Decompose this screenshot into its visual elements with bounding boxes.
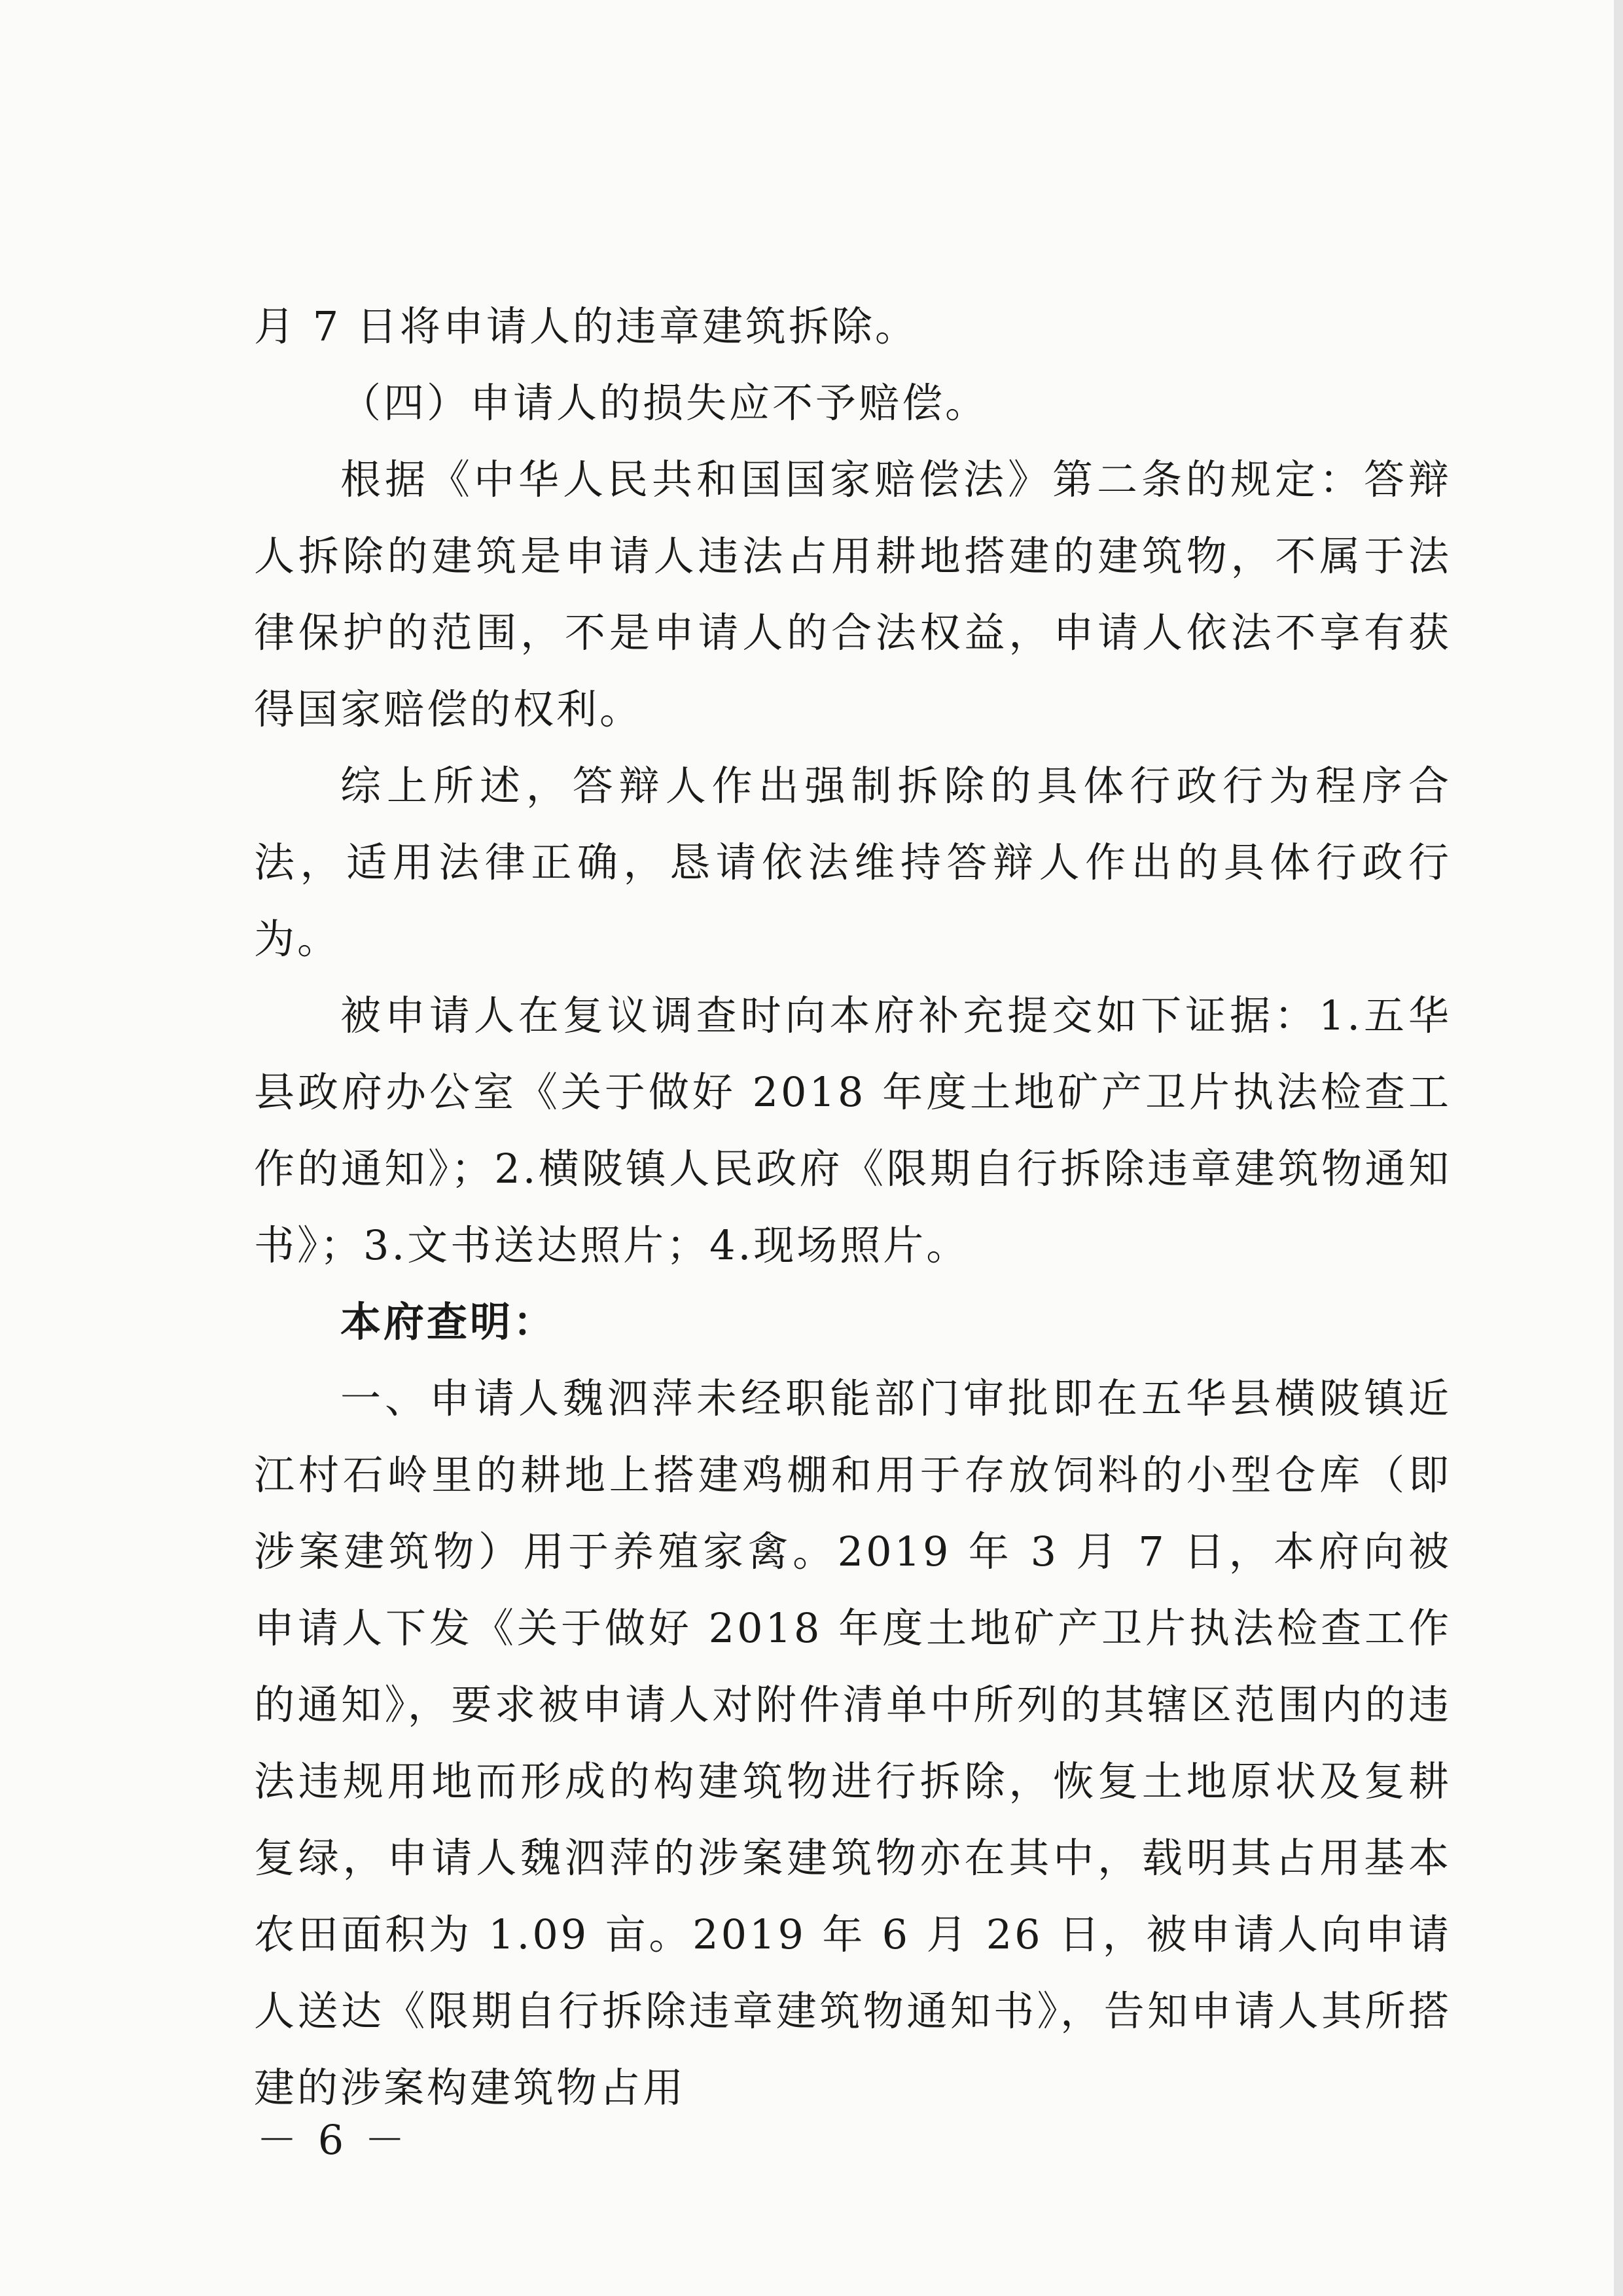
page-number: － 6 －	[257, 2116, 409, 2164]
document-body	[254, 288, 1452, 2126]
scan-edge	[1614, 0, 1623, 2296]
paragraph-conclusion: 综上所述，答辩人作出强制拆除的具体行政行为程序合法，适用法律正确，恳请依法维持答辩人作出的具体行政行为。	[254, 762, 1452, 963]
paragraph-continuation: 月 7 日将申请人的违章建筑拆除。	[254, 302, 918, 350]
paragraph-findings-heading: 本府查明：	[340, 1298, 557, 1346]
paragraph-finding-one: 一、申请人魏泗萍未经职能部门审批即在五华县横陂镇近江村石岭里的耕地上搭建鸡棚和用于存放饲料的小型仓库（即涉案建筑物）用于养殖家禽。2019 年 3 月 7 日，本府向被申请人下发《关于做好 2018 年度土地矿产卫片执法检查工作的通知》，要求被申请人对附件清单中所列的其辖区范围内的违法违规用地而形成的构建筑物进行拆除，恢复土地原状及复耕复绿，申请人魏泗萍的涉案建筑物亦在其中，载明其占用基本农田面积为 1.09 亩。2019 年 6 月 26 日，被申请人向申请人送达《限期自行拆除违章建筑物通知书》，告知申请人其所搭建的涉案构建筑物占用	[254, 1374, 1452, 2111]
paragraph-evidence-list: 被申请人在复议调查时向本府补充提交如下证据：1.五华县政府办公室《关于做好 2018 年度土地矿产卫片执法检查工作的通知》；2.横陂镇人民政府《限期自行拆除违章建筑物通知书》；3.文书送达照片；4.现场照片。	[254, 992, 1452, 1269]
paragraph-section-four-heading: （四）申请人的损失应不予赔偿。	[340, 379, 989, 427]
paragraph-state-compensation-law: 根据《中华人民共和国国家赔偿法》第二条的规定：答辩人拆除的建筑是申请人违法占用耕地搭建的建筑物，不属于法律保护的范围，不是申请人的合法权益，申请人依法不享有获得国家赔偿的权利。	[254, 456, 1452, 733]
